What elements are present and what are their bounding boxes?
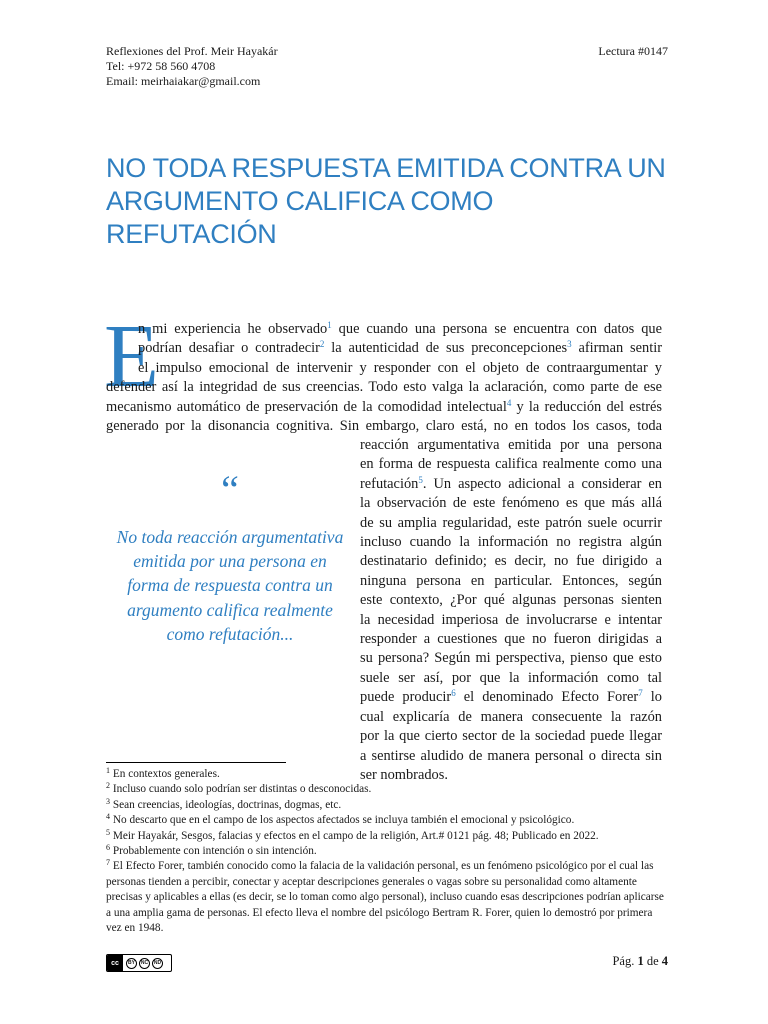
footnote-ref: 5 [418,474,423,485]
cc-logo-icon: cc [107,955,123,971]
body-paragraph-column [360,436,662,785]
quote-mark-icon: “ [221,467,239,512]
drop-cap: E [104,307,159,406]
body-line: generado por la disonancia cognitiva. Sin embargo, claro está, no en todos los casos, toda [106,418,662,435]
body-line: mecanismo automático de preservación de la comodidad intelectual$^4$ y la reducción del estrés [106,397,662,415]
pull-quote: No toda reacción argumentativa emitida por una persona en forma de respuesta contra un argumento califica realmente como refutación... [116,527,344,644]
cc-nd-icon: ND [152,958,163,969]
body-line: a sentirse aludido de manera personal o directa sin [360,747,662,764]
body-line: n mi experiencia he observado$^1$ que cuando una persona se encuentra con datos que [138,320,662,337]
footnote: $^6$ Probablemente con intención o sin intención. [106,843,317,858]
footnote-ref: 4 [506,397,512,408]
footnote-ref: 7 [638,688,643,699]
body-line: ser nombrados. [360,766,448,783]
footnote-ref: 2 [319,339,325,350]
body-line: este contexto, ¿Por qué algunas personas sienten [360,592,662,609]
footnote-ref: 1 [327,320,332,330]
header-contact [106,44,278,89]
document-title: NO TODA RESPUESTA EMITIDA CONTRA UN ARGUMENTO CALIFICA COMO REFUTACIÓN [106,153,666,249]
body-line: destinatario definido; es decir, no fue dirigido a [360,553,662,570]
page-number: Pág. 1 de 4 [612,954,668,968]
footnote: $^5$ Meir Hayakár, Sesgos, falacias y efectos en el campo de la religión, Art.# 0121 pág. 48; Publicado en 2022. [106,827,599,842]
footnote-divider [106,762,286,763]
body-line: por la que cierto sector de la sociedad puede llegar [360,728,662,745]
body-line: puede producir$^6$ el denominado Efecto Forer$^7$ lo [360,688,662,706]
footnote: $^1$ En contextos generales. [106,766,220,780]
body-line: la observación de este fenómeno es que más allá [360,495,662,512]
body-line: la necesidad imperiosa de involucrarse e intentar [360,611,662,628]
body-line: refutación$^5$. Un aspecto adicional a considerar en [360,474,662,492]
cc-license-badge [106,954,172,972]
body-line: podrían desafiar o contradecir$^2$ la autenticidad de sus preconcepciones$^3$ afirman sentir [138,339,663,357]
body-line: defender así la integridad de sus creencias. Todo esto valga la aclaración, como parte de ese [106,379,662,396]
body-line: reacción argumentativa emitida por una persona [360,437,662,453]
body-line: el impulso emocional de intervenir y responder con el objeto de contraargumentar y [138,359,662,376]
footnotes [106,767,666,936]
body-line: suele ser así, por que la información como tal [360,669,662,686]
footnote: $^4$ No descarto que en el campo de los aspectos afectados se incluya también el emocional y psicológico. [106,812,575,827]
body-line: de su amplia regularidad, este patrón suele ocurrir [360,514,662,531]
body-line: responder a cuestiones que no fueron dirigidas a [360,631,662,648]
footnote-ref: 3 [567,339,572,350]
body-line: incluso cuando la información no registra algún [360,534,662,551]
email-line: Email: meirhaiakar@gmail.com [106,74,261,88]
body-paragraph-top [106,320,662,436]
tel-line: Tel: +972 58 560 4708 [106,59,216,73]
cc-by-icon: BY [126,958,137,969]
footnote: $^3$ Sean creencias, ideologías, doctrinas, dogmas, etc. [106,796,342,811]
author-line: Reflexiones del Prof. Meir Hayakár [106,44,278,58]
body-line: cual explicaría de manera consecuente la razón [360,708,662,725]
body-line: ninguna persona en particular. Entonces, según [360,572,662,589]
body-line: en forma de respuesta califica realmente como una [360,456,662,473]
reading-number: Lectura #0147 [598,44,668,58]
footnote: $^2$ Incluso cuando solo podrían ser distintas o desconocidas. [106,781,372,796]
body-line: su persona? Según mi perspectiva, pienso que esto [360,650,662,667]
cc-nc-icon: NC [139,958,150,969]
footnote-ref: 6 [451,688,456,699]
footnote: $^7$ El Efecto Forer, también conocido como la falacia de la validación personal, es un fenómeno psicológico por el cual las personas tienden a percibir, conectar y aceptar descripciones generales o vagas sobre su personalidad como altamente precisas y aplicables a ellas (es decir, se lo toman como algo personal), incluso cuando esas descripciones podrían aplicarse a una amplia gama de personas. El efecto lleva el nombre del psicólogo Bertram R. Forer, quien lo demostró por primera vez en 1948. [106,858,664,935]
